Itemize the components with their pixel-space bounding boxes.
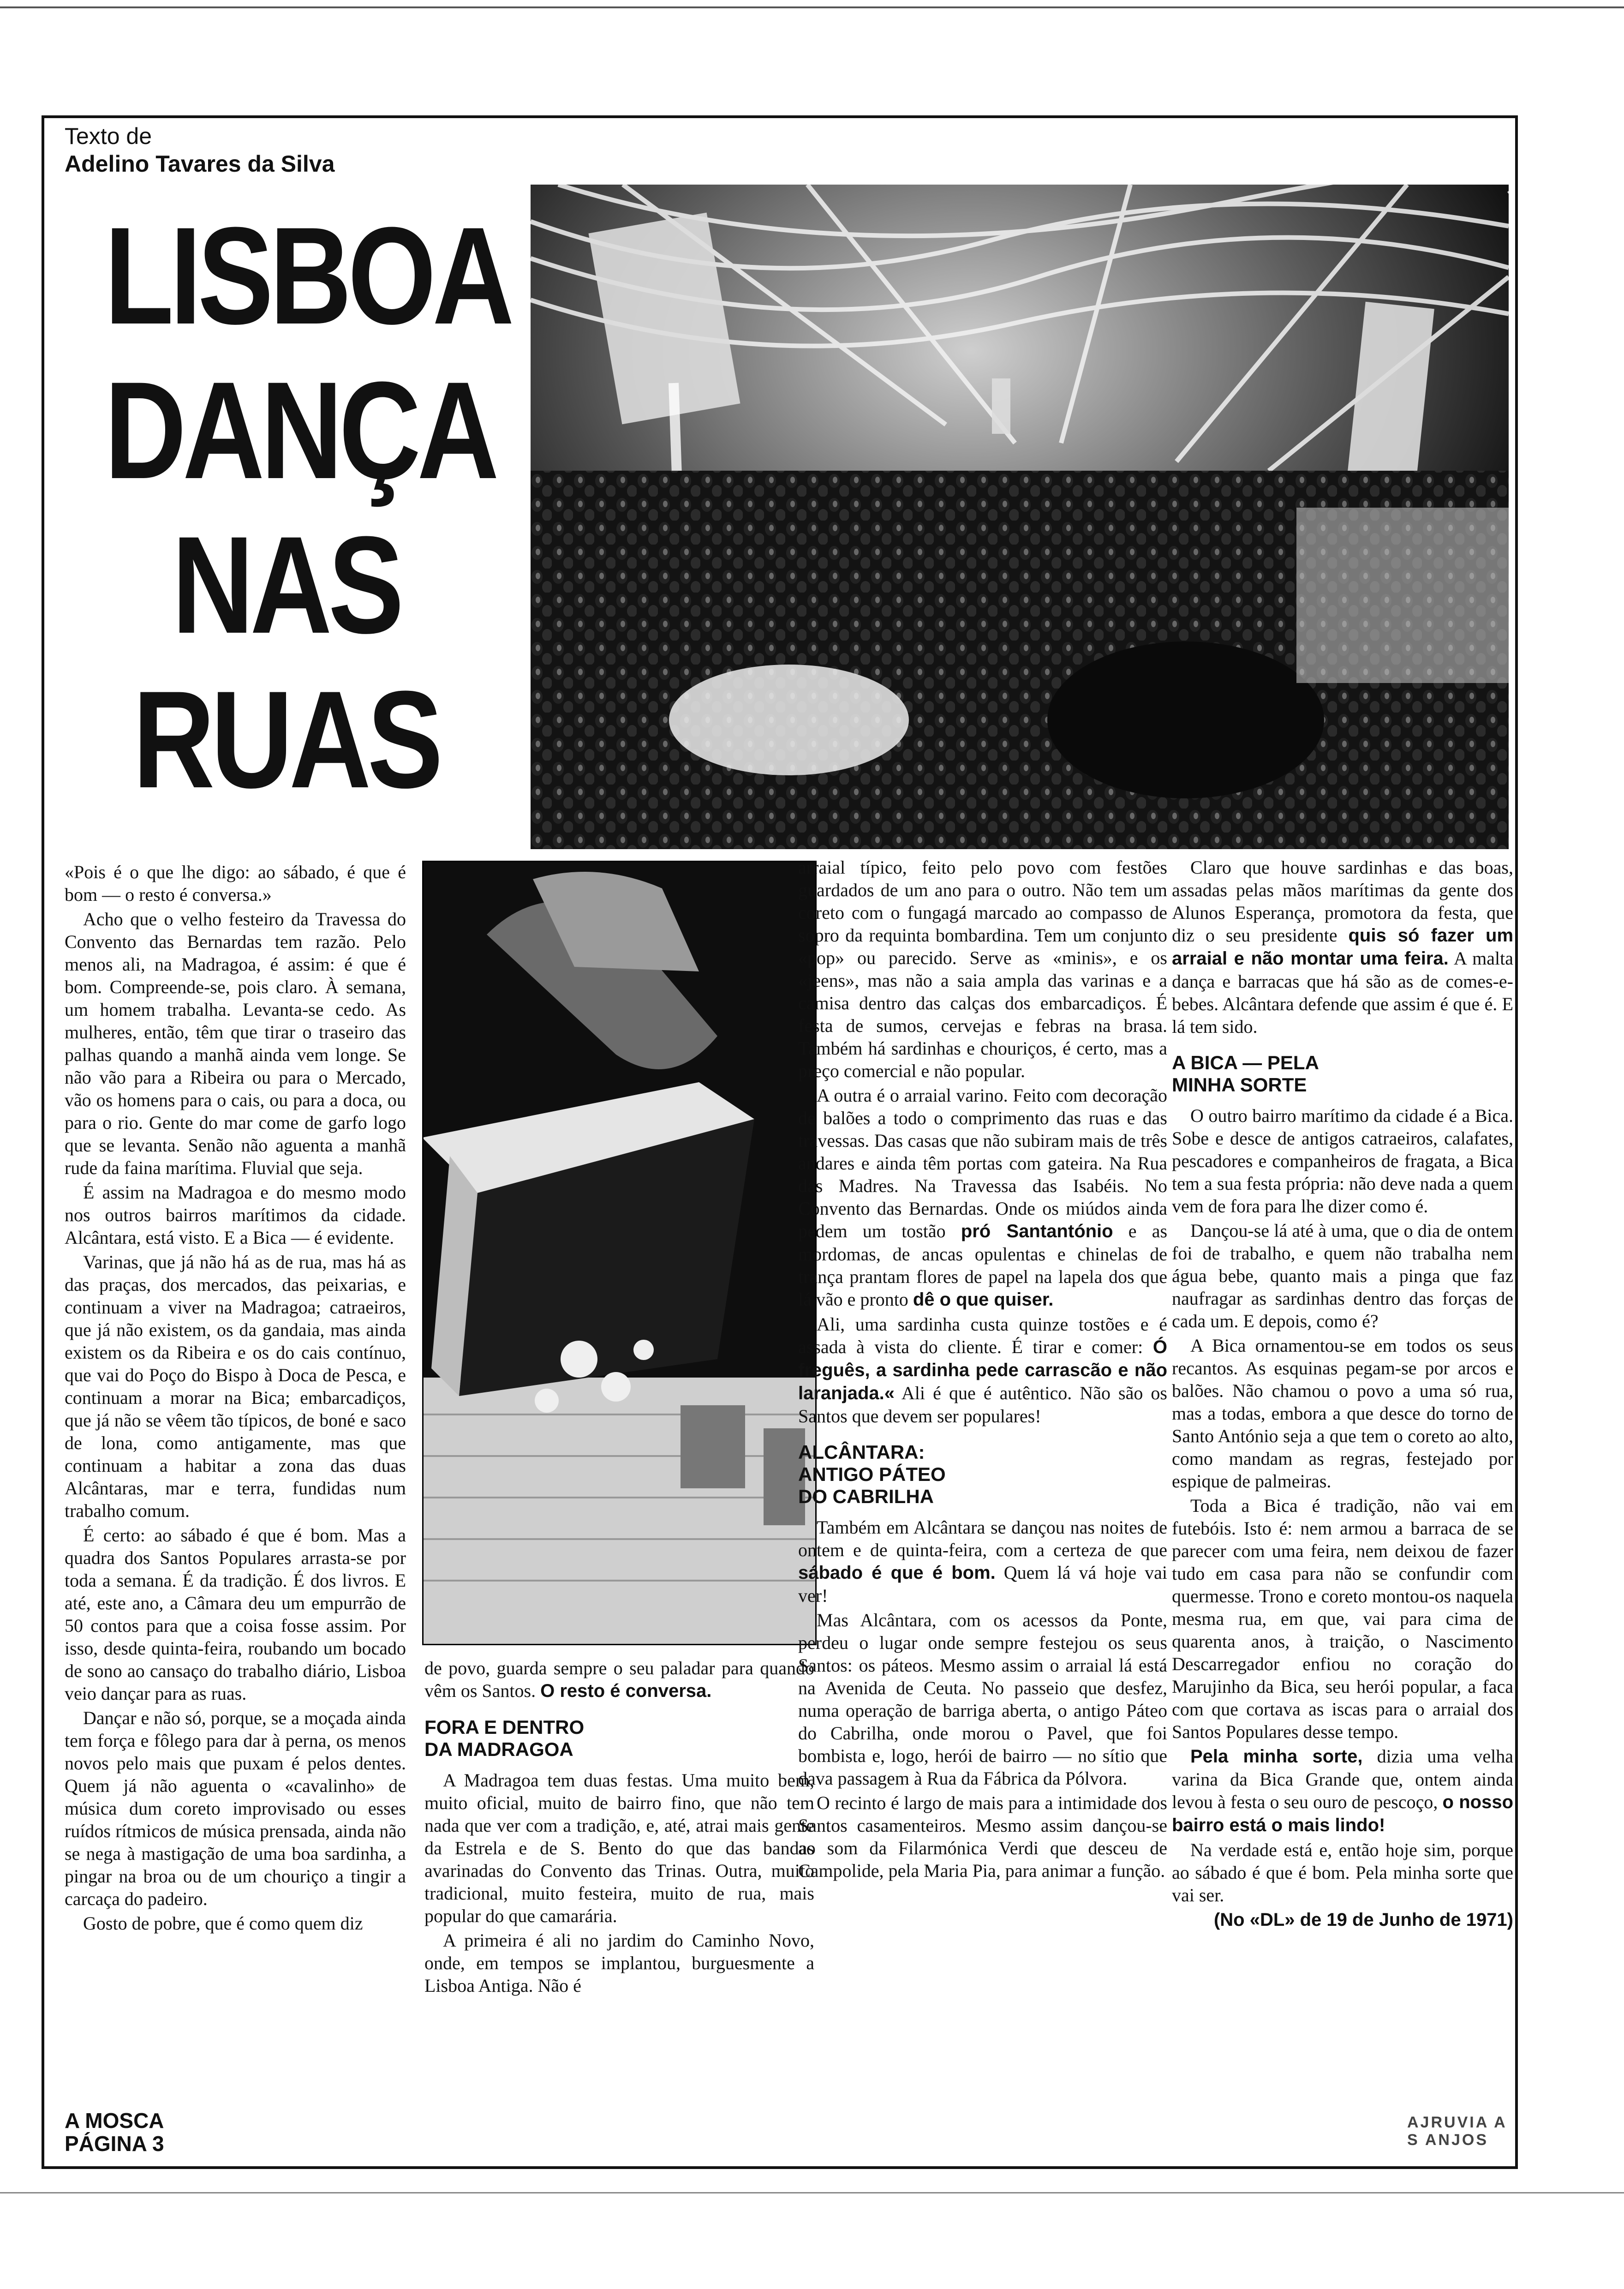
paragraph-text: Quem lá vá hoje vai ver!: [798, 1562, 1167, 1606]
section-heading: [1172, 1052, 1513, 1096]
heading-line: A BICA — PELA: [1172, 1052, 1319, 1073]
decorations-photo: [422, 861, 817, 1645]
section-heading: [798, 1441, 1167, 1508]
byline-author: Adelino Tavares da Silva: [65, 151, 335, 177]
article-column-3: [798, 856, 1167, 1884]
paragraph: [798, 1516, 1167, 1607]
paragraph-text: e as mordomas, de ancas opulentas e chinelas de trança prantam flores de papel na lapela dos que lá vão e pronto: [798, 1221, 1168, 1310]
paragraph: Na verdade está e, então hoje sim, porque ao sábado é que é bom. Pela minha sorte que vai ser.: [1172, 1840, 1513, 1906]
headline-line-2: DANÇA: [104, 353, 496, 508]
headline-line-1: LISBOA: [104, 198, 511, 353]
stamp-line: AJRUVIA A: [1407, 2114, 1507, 2131]
paragraph: A Bica ornamentou-se em todos os seus recantos. As esquinas pegam-se por arcos e balões. Não chamou o povo a uma só rua, mas a todas, embora a que desce do torno de Santo António seja a que tem o coreto ao alto, como mandam as regras, festejado por espique de palmeiras.: [1172, 1335, 1513, 1492]
paragraph: «Pois é o que lhe digo: ao sábado, é que é bom — o resto é conversa.»: [65, 862, 406, 905]
article-column-1: [65, 861, 406, 1936]
paragraph: É assim na Madragoa e do mesmo modo nos outros bairros marítimos da cidade. Alcântara, está visto. E a Bica — é evidente.: [65, 1182, 406, 1248]
source-citation: (No «DL» de 19 de Junho de 1971): [1213, 1910, 1513, 1930]
paragraph: Gosto de pobre, que é como quem diz: [83, 1913, 363, 1934]
emphasis: pró Santantónio: [961, 1221, 1113, 1241]
source-note: [1172, 1908, 1513, 1931]
paragraph-text: de povo, guarda sempre o seu paladar para quando vêm os Santos.: [424, 1658, 814, 1701]
emphasis: Pela minha sorte,: [1190, 1746, 1363, 1767]
paragraph-text: Claro que houve sardinhas e das boas, assadas pelas mãos marítimas da gente dos Alunos Esperança, promotora da festa, que diz o seu presidente: [1172, 857, 1513, 946]
byline: [65, 122, 334, 178]
paragraph: Dançar e não só, porque, se a moçada ainda tem força e fôlego para dar à perna, os menos novos pelo mais que puxam é pelos dentes. Quem já não aguenta o «cavalinho» de música dum coreto improvisado ou esses ruídos rítmicos de música prensada, ainda não se nega à mastigação de uma boa sardinha, a pingar na broa ou de um chouriço a tingir a carcaça do padeiro.: [65, 1708, 406, 1909]
emphasis: sábado é que é bom.: [798, 1563, 996, 1583]
article-column-4: [1172, 856, 1513, 1933]
paragraph: [1172, 1745, 1513, 1837]
paragraph: [798, 1313, 1167, 1427]
heading-line: DA MADRAGOA: [424, 1738, 573, 1760]
headline-line-3: NAS: [172, 507, 400, 662]
paragraph-text: Também em Alcântara se dançou nas noites de ontem e de quinta-feira, com a certeza de que: [798, 1517, 1167, 1560]
paragraph: Acho que o velho festeiro da Travessa do Convento das Bernardas tem razão. Pelo menos ali, na Madragoa, é assim: é que é bom. Compreende-se, pois claro. À semana, um homem trabalha. Levanta-se cedo. As mulheres, então, têm que tirar o traseiro das palhas quando a manhã ainda vem longe. Se não vão para a Ribeira ou para o Mercado, vão os homens para o cais, ou para a doca, ou para o rio. Gente do mar come de garfo logo que se levanta. Senão não aguenta a manhã rude da faina marítima. Fluvial que seja.: [65, 909, 406, 1178]
heading-line: ANTIGO PÁTEO: [798, 1463, 946, 1485]
paragraph: [1172, 856, 1513, 1038]
paragraph: É certo: ao sábado é que é bom. Mas a quadra dos Santos Populares arrasta-se por toda a semana. É da tradição. É dos livros. E até, este ano, a Câmara deu um empurrão de 50 contos para que a coisa fosse assim. Por isso, desde quinta-feira, roubando um bocado de sono ao cansaço do trabalho diário, Lisboa veio dançar para as ruas.: [65, 1525, 406, 1704]
headline-line-4: RUAS: [132, 662, 440, 817]
section-heading: [424, 1716, 814, 1761]
paragraph: A primeira é ali no jardim do Caminho Novo, onde, em tempos se implantou, burguesmente a Lisboa Antiga. Não é: [424, 1930, 814, 1996]
paragraph-text: Ali é que é autêntico. Não são os Santos que devem ser populares!: [798, 1383, 1167, 1426]
paragraph: A Madragoa tem duas festas. Uma muito bem, muito oficial, muito de bairro fino, que não tem nada que ver com a tradição, e, até, atrai mais gente da Estrela e de S. Bento do que das bandas avarinadas do Convento das Trinas. Outra, muito tradicional, muito festeira, muito de rua, mais popular do que camarária.: [424, 1770, 814, 1926]
paragraph: [798, 1084, 1167, 1311]
emphasis: O resto é conversa.: [540, 1681, 712, 1701]
byline-prefix: Texto de: [65, 123, 152, 149]
paragraph: Varinas, que já não há as de rua, mas há as das praças, dos mercados, das peixarias, e continuam a viver na Madragoa; catraeiros, que já não existem, os da gandaia, mas ainda existem os da Ribeira e os do cais contínuo, que vai do Poço do Bispo à Doca de Pesca, e continuam a morar na Bica; embarcadiços, que já não se vêem tão típicos, de boné e saco de lona, como antigamente, mas que continuam a habitar a zona das duas Alcântaras, mar e terra, fundidas num trabalho comum.: [65, 1252, 406, 1521]
paragraph: O recinto é largo de mais para a intimidade dos Santos casamenteiros. Mesmo assim dançou-se ao som da Filarmónica Verdi que desceu de Campolide, pela Maria Pia, para animar a função.: [798, 1792, 1167, 1881]
paragraph-text: A outra é o arraial varino. Feito com decoração de balões a todo o comprimento das ruas e das travessas. Das casas que não subiram mais de três andares e ainda têm portas com gateira. Na Rua das Madres. Na Travessa das Isabéis. No Convento das Bernardas. Onde os miúdos ainda pedem um tostão: [798, 1085, 1167, 1241]
paragraph: arraial típico, feito pelo povo com festões guardados de um ano para o outro. Não tem um coreto com o fungagá marcado ao compasso de sopro da requinta bombardina. Tem um conjunto «pop» ou parecido. Serve as «minis», e os «jeens», mas não a saia ampla das varinas e a camisa dentro das calças dos embarcadiços. É festa de sumos, cervejas e febras na brasa. Também há sardinhas e chouriços, é certo, mas a preço comercial e não popular.: [798, 857, 1167, 1081]
paragraph: Toda a Bica é tradição, não vai em futebóis. Isto é: nem armou a barraca de se parecer com uma feira, nem deixou de fazer tudo em casa para não se confundir com quermesse. Trono e coreto montou-os naquela mesma rua, em que, vai para cima de quarenta anos, à traição, o Nascimento Descarregador enfiou no coração do Marujinho da Bica, seu herói popular, a faca com que cortava as iscas para o arraial dos Santos Populares desse tempo.: [1172, 1495, 1513, 1742]
page-number: PÁGINA 3: [65, 2132, 164, 2156]
headline: [104, 198, 511, 817]
heading-line: MINHA SORTE: [1172, 1074, 1307, 1096]
paragraph: [424, 1657, 814, 1702]
article-column-2: [424, 1657, 814, 1999]
top-scan-rule: [0, 6, 1624, 8]
footer-publication: [65, 2109, 164, 2155]
stamp-line: S ANJOS: [1407, 2131, 1489, 2149]
publication-name: A MOSCA: [65, 2109, 164, 2133]
heading-line: ALCÂNTARA:: [798, 1441, 925, 1463]
paragraph: O outro bairro marítimo da cidade é a Bica. Sobe e desce de antigos catraeiros, calafates, pescadores e companheiros de fragata, a Bica tem a sua festa própria: não deve nada a quem vem de fora para lhe dizer como é.: [1172, 1105, 1513, 1216]
paragraph: Dançou-se lá até à uma, que o dia de ontem foi de trabalho, e quem não trabalha nem água bebe, quanto mais a pinga que faz naufragar as sardinhas dentro das forças de cada um. E depois, como é?: [1172, 1220, 1513, 1331]
paragraph: Mas Alcântara, com os acessos da Ponte, perdeu o lugar onde sempre festejou os seus Santos: os páteos. Mesmo assim o arraial lá está na Avenida de Ceuta. No passeio que desfez, numa operação de barriga aberta, o antigo Páteo do Cabrilha, onde morou o Pavel, que foi bombista e, logo, herói de bairro — no sítio que dava passagem à Rua da Fábrica da Pólvora.: [798, 1610, 1167, 1789]
paragraph-text: dizia uma velha varina da Bica Grande que, ontem ainda levou à festa o seu ouro de pescoço,: [1172, 1746, 1513, 1812]
paragraph-text: A malta dança e barracas que há são as de comes-e-bebes. Alcântara defende que assim é que é. E lá tem sido.: [1172, 948, 1514, 1037]
archive-stamp: [1407, 2114, 1507, 2149]
emphasis: o nosso bairro está o mais lindo!: [1172, 1792, 1514, 1835]
paragraph-text: Ali, uma sardinha custa quinze tostões e é assada à vista do cliente. É tirar e comer:: [798, 1314, 1167, 1357]
heading-line: FORA E DENTRO: [424, 1716, 585, 1738]
emphasis: Ó freguês, a sardinha pede carrascão e não laranjada.«: [798, 1337, 1167, 1403]
emphasis: quis só fazer um arraial e não montar uma feira.: [1172, 925, 1514, 969]
bottom-scan-rule: [0, 2192, 1624, 2193]
heading-line: DO CABRILHA: [798, 1486, 934, 1507]
crowd-photo: [531, 185, 1509, 849]
emphasis: dê o que quiser.: [913, 1289, 1054, 1310]
